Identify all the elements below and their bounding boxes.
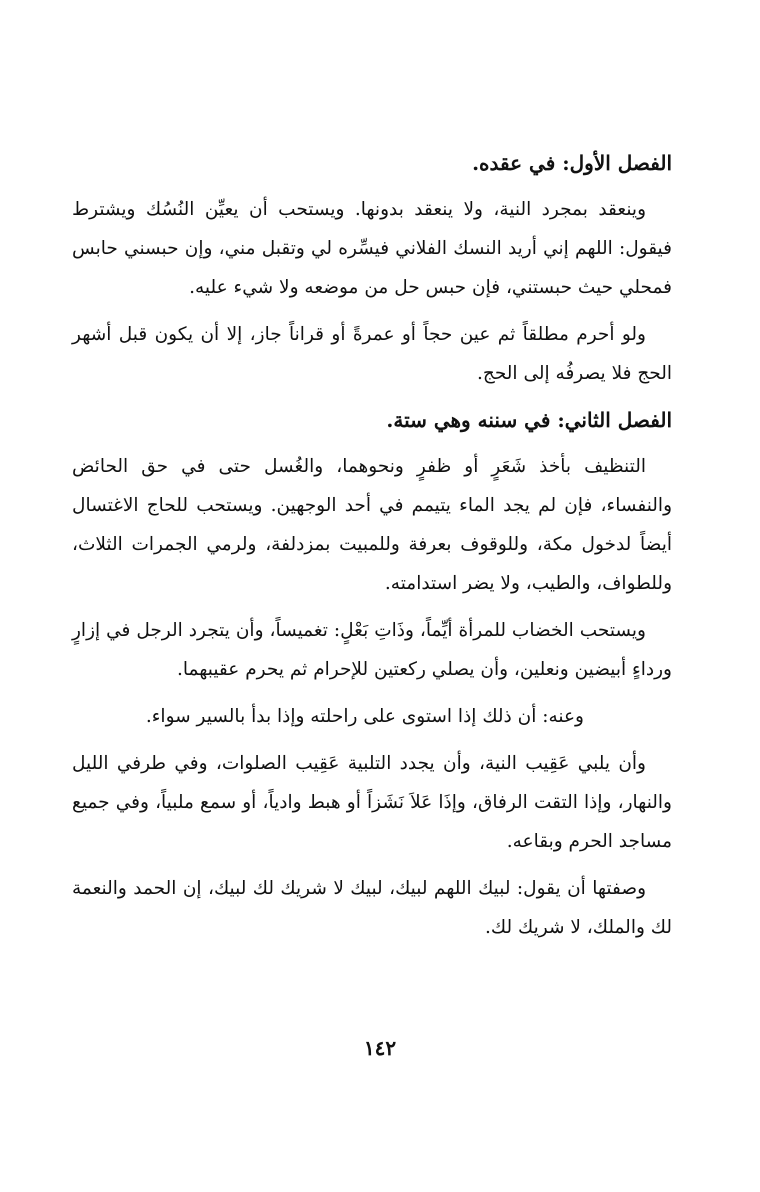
paragraph-4: ويستحب الخضاب للمرأة أيِّماً، وذَاتِ بَعْلٍ: تغميساً، وأن يتجرد الرجل في إزارٍ ورداءٍ أبيضين ونعلين، وأن يصلي ركعتين للإحرام ثم يحرم عقيبهما.: [72, 620, 672, 680]
paragraph-2: ولو أحرم مطلقاً ثم عين حجاً أو عمرةً أو قراناً جاز، إلا أن يكون قبل أشهر الحج فلا يصرفُه إلى الحج.: [72, 324, 672, 384]
chapter-heading-1: الفصل الأول: في عقده.: [472, 151, 672, 175]
chapter-heading-2: الفصل الثاني: في سننه وهي ستة.: [386, 408, 672, 432]
paragraph-1: وينعقد بمجرد النية، ولا ينعقد بدونها. ويستحب أن يعيِّن النُسُك ويشترط فيقول: اللهم إني أريد النسك الفلاني فيسِّره لي وتقبل مني، وإن حبسني حابس فمحلي حيث حبستني، فإن حبس حل من موضعه ولا شيء عليه.: [72, 199, 672, 298]
page-number: ١٤٢: [363, 1036, 397, 1060]
paragraph-6: وأن يلبي عَقِيب النية، وأن يجدد التلبية عَقِيب الصلوات، وفي طرفي الليل والنهار، وإذا التقت الرفاق، وإذَا عَلاَ نَشَزاً أو هبط وادياً، أو سمع ملبياً، وفي جميع مساجد الحرم وبقاعه.: [72, 753, 672, 852]
paragraph-3: التنظيف بأخذ شَعَرٍ أو ظفرٍ ونحوهما، والغُسل حتى في حق الحائض والنفساء، فإن لم يجد الماء يتيمم في أحد الوجهين. ويستحب للحاج الاغتسال أيضاً لدخول مكة، وللوقوف بعرفة وللمبيت بمزدلفة، ولرمي الجمرات الثلاث، وللطواف، والطيب، ولا يضر استدامته.: [72, 456, 672, 594]
page-body: [72, 138, 672, 955]
paragraph-5: وعنه: أن ذلك إذا استوى على راحلته وإذا بدأ بالسير سواء.: [145, 706, 584, 727]
paragraph-7: وصفتها أن يقول: لبيك اللهم لبيك، لبيك لا شريك لك لبيك، إن الحمد والنعمة لك والملك، لا شريك لك.: [72, 878, 672, 938]
